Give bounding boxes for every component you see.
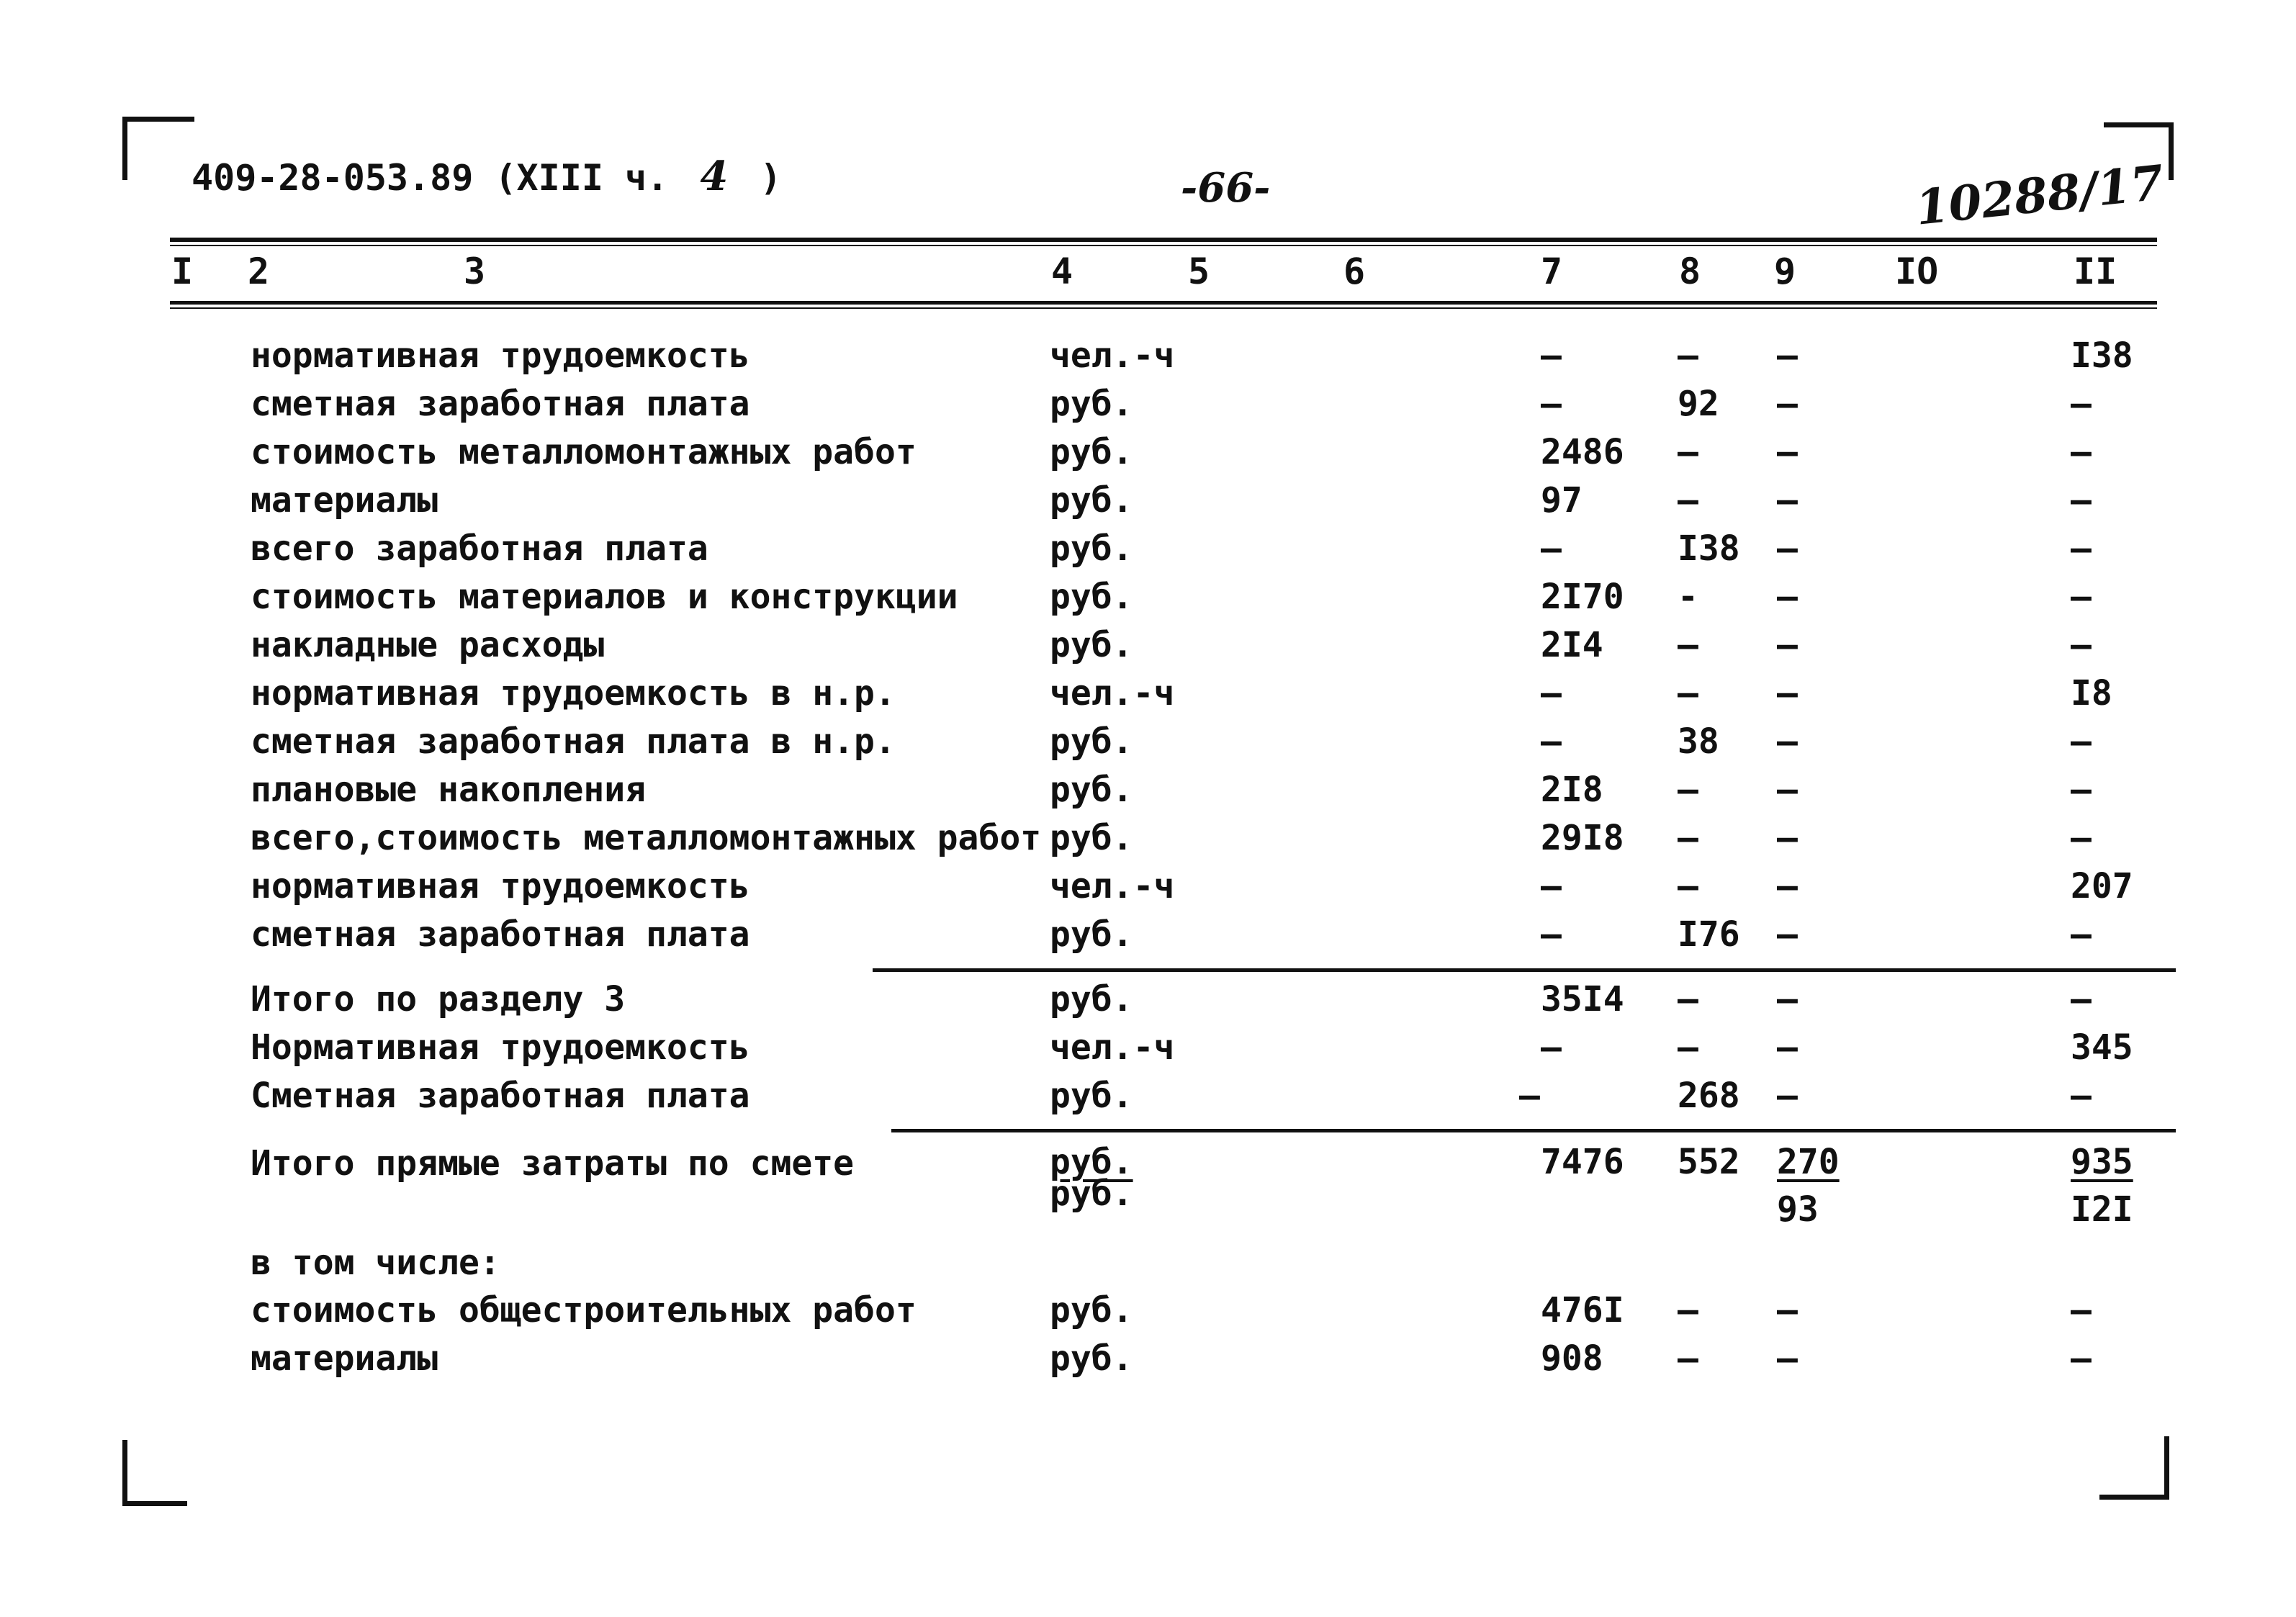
row-col11: – — [2071, 528, 2092, 569]
corner-mark-top-left — [122, 117, 127, 180]
row-unit: руб. — [1050, 384, 1133, 424]
row-unit: руб. — [1050, 914, 1133, 955]
row-col8: – — [1678, 1290, 1698, 1330]
row-unit: руб. — [1050, 1338, 1133, 1379]
corner-mark-top-left-bar — [122, 117, 194, 122]
header-rule-top — [170, 238, 2157, 242]
row-unit: руб. — [1050, 979, 1133, 1019]
row-col8: – — [1678, 480, 1698, 521]
table-row — [0, 625, 2296, 668]
row-col8: 268 — [1678, 1076, 1740, 1116]
corner-mark-bottom-left-bar — [122, 1501, 187, 1506]
row-name: сметная заработная плата в н.р. — [251, 721, 896, 762]
row-name: материалы — [251, 1338, 438, 1379]
table-row — [0, 818, 2296, 861]
corner-mark-top-right — [2169, 122, 2174, 180]
column-number-8: 8 — [1679, 251, 1701, 292]
column-number-6: 6 — [1343, 251, 1366, 292]
row-col9: – — [1777, 1076, 1798, 1116]
table-row — [0, 432, 2296, 475]
table-row — [0, 1076, 2296, 1119]
row-name: стоимость металломонтажных работ — [251, 432, 917, 472]
row-col9: – — [1777, 818, 1798, 858]
table-row — [0, 866, 2296, 909]
corner-mark-bottom-left — [122, 1440, 127, 1506]
corner-mark-bottom-right — [2164, 1436, 2169, 1500]
row-col11: – — [2071, 979, 2092, 1019]
column-number-1: I — [171, 251, 194, 292]
row-col8: – — [1678, 770, 1698, 810]
row-col9: – — [1777, 979, 1798, 1019]
row-col7: – — [1541, 866, 1562, 906]
direct-costs-col8: 552 — [1678, 1142, 1740, 1182]
row-col7: – — [1541, 384, 1562, 424]
direct-costs-col11-bottom: I2I — [2071, 1189, 2133, 1230]
row-col7: 97 — [1541, 480, 1583, 521]
part-number: 4 — [700, 153, 729, 200]
doc-code-text: 409-28-053.89 (XIII ч. — [192, 157, 669, 199]
row-name: накладные расходы — [251, 625, 605, 665]
table-row — [0, 721, 2296, 765]
row-col7: 2I8 — [1541, 770, 1603, 810]
row-col8: – — [1678, 673, 1698, 713]
table-row — [0, 673, 2296, 716]
row-col9: – — [1777, 528, 1798, 569]
row-unit: чел.-ч — [1050, 1027, 1175, 1068]
row-col8: – — [1678, 335, 1698, 376]
table-row — [0, 1027, 2296, 1071]
direct-costs-col7: 7476 — [1541, 1142, 1624, 1182]
corner-mark-bottom-right-bar — [2099, 1495, 2169, 1500]
row-name: стоимость общестроительных работ — [251, 1290, 917, 1330]
table-row — [0, 480, 2296, 523]
row-name: нормативная трудоемкость — [251, 866, 750, 906]
direct-costs-col9-bottom: 93 — [1777, 1189, 1819, 1230]
row-col7: 908 — [1541, 1338, 1603, 1379]
row-col11: – — [2071, 721, 2092, 762]
row-col11: – — [2071, 1338, 2092, 1379]
header-rule-top-thin — [170, 245, 2157, 246]
row-name: сметная заработная плата — [251, 384, 750, 424]
row-unit: чел.-ч — [1050, 866, 1175, 906]
row-col7: 29I8 — [1541, 818, 1624, 858]
row-col7: 35I4 — [1541, 979, 1624, 1019]
page-number: -66- — [1181, 164, 1271, 212]
doc-code-close: ) — [760, 157, 782, 199]
row-col9: – — [1777, 1027, 1798, 1068]
column-number-5: 5 — [1188, 251, 1210, 292]
row-col7: – — [1541, 673, 1562, 713]
table-row — [0, 335, 2296, 379]
row-col7: – — [1519, 1076, 1540, 1116]
table-row — [0, 1290, 2296, 1333]
including-label: в том числе: — [251, 1243, 500, 1283]
row-col9: – — [1777, 625, 1798, 665]
direct-costs-unit-bottom: руб. — [1050, 1174, 1133, 1214]
row-col11: – — [2071, 432, 2092, 472]
row-col8: – — [1678, 1338, 1698, 1379]
direct-costs-name: Итого прямые затраты по смете — [251, 1143, 855, 1184]
row-name: всего,стоимость металломонтажных работ — [251, 818, 1042, 858]
table-row — [0, 770, 2296, 813]
corner-mark-top-right-bar — [2104, 122, 2174, 127]
row-col11: I38 — [2071, 335, 2133, 376]
direct-costs-rule — [891, 1129, 2176, 1132]
direct-costs-col11-top: 935 — [2071, 1142, 2133, 1182]
row-col7: – — [1541, 528, 1562, 569]
row-col8: – — [1678, 818, 1698, 858]
row-name: нормативная трудоемкость — [251, 335, 750, 376]
row-col8: I38 — [1678, 528, 1740, 569]
row-unit: чел.-ч — [1050, 673, 1175, 713]
row-col9: – — [1777, 432, 1798, 472]
column-number-9: 9 — [1774, 251, 1796, 292]
row-col8: – — [1678, 432, 1698, 472]
row-name: материалы — [251, 480, 438, 521]
row-col7: 2I4 — [1541, 625, 1603, 665]
row-col8: I76 — [1678, 914, 1740, 955]
row-col11: I8 — [2071, 673, 2112, 713]
row-col9: – — [1777, 866, 1798, 906]
row-col7: 476I — [1541, 1290, 1624, 1330]
row-col9: – — [1777, 721, 1798, 762]
row-unit: руб. — [1050, 577, 1133, 617]
row-col9: – — [1777, 1290, 1798, 1330]
header-rule-bottom — [170, 301, 2157, 305]
row-col8: - — [1678, 577, 1698, 617]
row-col8: – — [1678, 1027, 1698, 1068]
row-name: нормативная трудоемкость в н.р. — [251, 673, 896, 713]
row-name: стоимость материалов и конструкции — [251, 577, 958, 617]
row-col11: – — [2071, 914, 2092, 955]
row-col11: – — [2071, 770, 2092, 810]
row-name: Итого по разделу 3 — [251, 979, 626, 1019]
row-unit: руб. — [1050, 480, 1133, 521]
document-code — [192, 153, 782, 200]
row-name: Нормативная трудоемкость — [251, 1027, 750, 1068]
row-unit: руб. — [1050, 1076, 1133, 1116]
row-unit: чел.-ч — [1050, 335, 1175, 376]
row-col11: – — [2071, 480, 2092, 521]
column-number-10: IO — [1895, 251, 1939, 292]
handwritten-reference: 10288/17 — [1912, 154, 2166, 236]
row-col7: 2I70 — [1541, 577, 1624, 617]
table-row — [0, 528, 2296, 572]
row-col9: – — [1777, 914, 1798, 955]
table-row — [0, 1338, 2296, 1382]
row-unit: руб. — [1050, 818, 1133, 858]
row-col8: 92 — [1678, 384, 1719, 424]
row-col7: – — [1541, 335, 1562, 376]
table-row — [0, 914, 2296, 958]
row-col8: – — [1678, 866, 1698, 906]
row-unit: руб. — [1050, 432, 1133, 472]
row-col11: – — [2071, 384, 2092, 424]
row-col8: – — [1678, 979, 1698, 1019]
table-row — [0, 979, 2296, 1022]
section-total-rule — [873, 968, 2176, 972]
row-name: Сметная заработная плата — [251, 1076, 750, 1116]
row-col7: – — [1541, 1027, 1562, 1068]
row-col7: 2486 — [1541, 432, 1624, 472]
column-number-2: 2 — [248, 251, 270, 292]
row-col9: – — [1777, 480, 1798, 521]
row-col11: – — [2071, 625, 2092, 665]
row-col8: 38 — [1678, 721, 1719, 762]
row-col9: – — [1777, 335, 1798, 376]
row-col9: – — [1777, 384, 1798, 424]
row-col11: – — [2071, 818, 2092, 858]
row-col9: – — [1777, 577, 1798, 617]
direct-costs-col9-top: 270 — [1777, 1142, 1840, 1182]
row-col11: – — [2071, 577, 2092, 617]
table-row — [0, 577, 2296, 620]
row-col11: 207 — [2071, 866, 2133, 906]
table-row — [0, 384, 2296, 427]
column-number-7: 7 — [1541, 251, 1563, 292]
column-number-3: 3 — [464, 251, 486, 292]
row-unit: руб. — [1050, 1290, 1133, 1330]
row-col7: – — [1541, 914, 1562, 955]
direct-costs-unit-top: руб. — [1050, 1142, 1133, 1182]
row-unit: руб. — [1050, 528, 1133, 569]
row-unit: руб. — [1050, 770, 1133, 810]
row-col11: – — [2071, 1076, 2092, 1116]
column-number-4: 4 — [1051, 251, 1073, 292]
row-col11: – — [2071, 1290, 2092, 1330]
column-number-11: II — [2074, 251, 2117, 292]
row-name: всего заработная плата — [251, 528, 708, 569]
row-name: сметная заработная плата — [251, 914, 750, 955]
row-unit: руб. — [1050, 625, 1133, 665]
header-rule-bottom-thin — [170, 307, 2157, 309]
row-col9: – — [1777, 770, 1798, 810]
row-col7: – — [1541, 721, 1562, 762]
row-col11: 345 — [2071, 1027, 2133, 1068]
row-col9: – — [1777, 673, 1798, 713]
row-name: плановые накопления — [251, 770, 647, 810]
row-col8: – — [1678, 625, 1698, 665]
row-col9: – — [1777, 1338, 1798, 1379]
row-unit: руб. — [1050, 721, 1133, 762]
